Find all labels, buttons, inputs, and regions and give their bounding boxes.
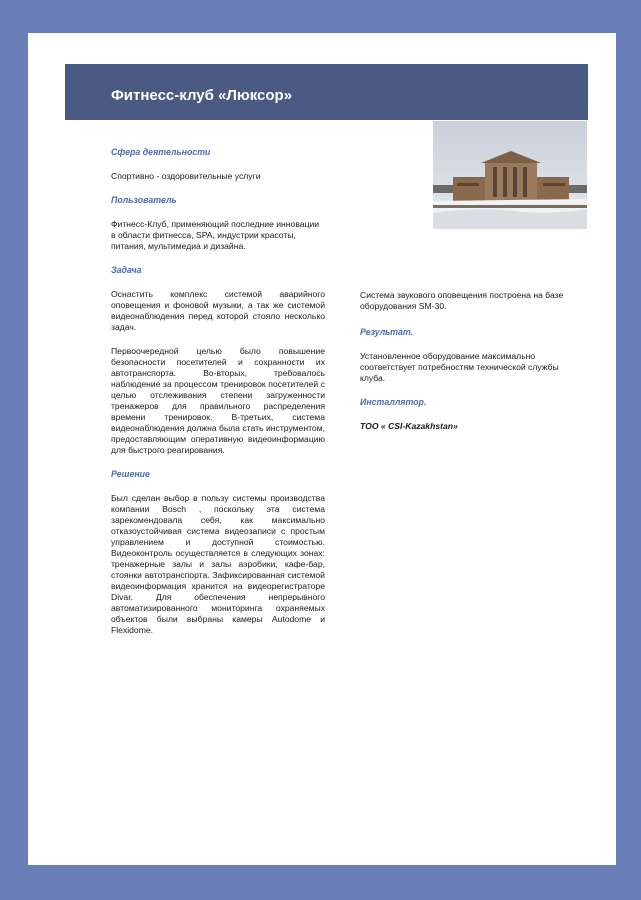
section-heading-activity: Сфера деятельности	[111, 147, 211, 157]
document-page	[28, 33, 616, 865]
left-column	[111, 147, 325, 636]
building-photo-image	[433, 121, 587, 229]
user-text: Фитнесс-Клуб, применяющий последние инновации в области фитнесса, SPA, индустрии красоты, питания, мультимедиа и дизайна.	[111, 219, 320, 251]
solution-text: Был сделан выбор в пользу системы производства компании Bosch , поскольку эта система зарекомендовала себя, как максимально отказоустойчивая система видеозаписи с простым управлением и доступной стоимостью. Видеоконтроль осуществляется в следующих зонах: тренажерные залы и залы аэробики, кафе-бар, стоянки автотранспорта. Зафиксированная системой видеоинформация хранится на видеорегистраторе Divar. Для обеспечения непрерывного автоматизированного мониторинга охраняемых объектов были выбраны камеры Autodome и Flexidome.	[111, 493, 325, 635]
title-banner	[65, 64, 588, 120]
activity-text: Спортивно - оздоровительные услуги	[111, 171, 261, 181]
installer-name: ТОО « CSI-Kazakhstan»	[360, 421, 458, 431]
right-column	[360, 290, 574, 432]
result-text: Установленное оборудование максимально соответствует потребностям технической службы клуба.	[360, 351, 559, 383]
building-photo	[433, 121, 587, 229]
task-text-2: Первоочередной целью было повышение безопасности посетителей и сохранности их автотранспорта. Во-вторых, требовалось наблюдение за процессом тренировок посетителей с целью отслеживания степени загруженности тренажеров для правильного распределения времени тренировок. В-третьих, система видеонаблюдения должна была стать инструментом, предоставляющим оперативную видеоинформацию для быстрого реагирования.	[111, 346, 325, 455]
section-heading-result: Результат.	[360, 327, 414, 337]
section-heading-task: Задача	[111, 265, 142, 275]
section-heading-solution: Решение	[111, 469, 150, 479]
section-heading-installer: Инсталлятор.	[360, 397, 427, 407]
section-heading-user: Пользователь	[111, 195, 177, 205]
task-text-1: Оснастить комплекс системой аварийного оповещения и фоновой музыки, а так же системой видеонаблюдения перед которой стояло несколько задач.	[111, 289, 325, 332]
sound-system-text: Система звукового оповещения построена на базе оборудования SM-30.	[360, 290, 564, 311]
page-title: Фитнесс-клуб «Люксор»	[111, 87, 293, 104]
